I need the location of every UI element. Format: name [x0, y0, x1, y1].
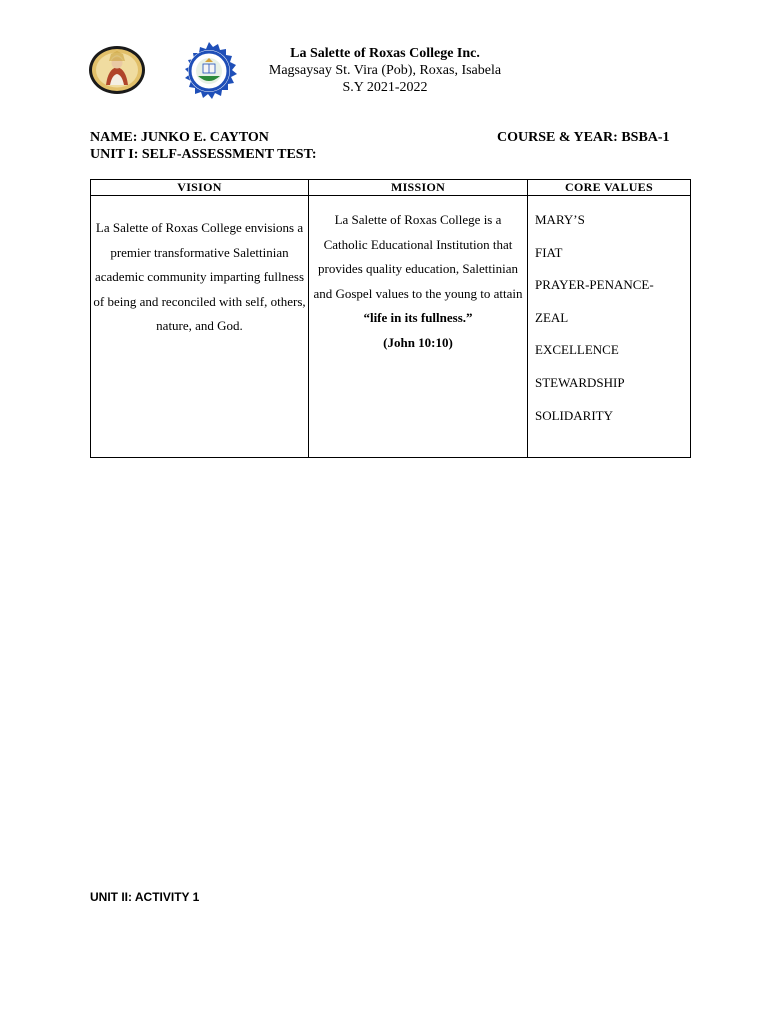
vision-text: La Salette of Roxas College envisions a premier transformative Salettinian academic community imparting fullness of being and reconciled with self, others, nature, and God.	[93, 220, 306, 333]
vision-mission-table	[90, 179, 691, 458]
vision-header: VISION	[91, 180, 309, 196]
school-address: Magsaysay St. Vira (Pob), Roxas, Isabela	[268, 63, 502, 78]
unit2-title: UNIT II: ACTIVITY 1	[90, 890, 200, 904]
table-header-row	[91, 180, 691, 196]
school-seal-logo	[180, 42, 238, 100]
list-item: FIAT	[535, 244, 563, 260]
table-row	[91, 196, 691, 458]
document-header	[240, 45, 530, 96]
mission-text: La Salette of Roxas College is a Catholic Educational Institution that provides quality education, Salettinian and Gospel values to the young to attain	[313, 212, 523, 301]
core-values-list	[528, 196, 690, 436]
course-year: COURSE & YEAR: BSBA-1	[497, 130, 670, 145]
mission-reference: (John 10:10)	[383, 334, 453, 350]
mission-cell	[309, 196, 528, 458]
school-portrait-logo	[88, 45, 146, 95]
vision-cell	[91, 196, 309, 458]
school-year: S.Y 2021-2022	[342, 80, 428, 95]
unit1-title: UNIT I: SELF-ASSESSMENT TEST:	[90, 147, 317, 162]
list-item: PRAYER-PENANCE-	[535, 277, 654, 293]
list-item: MARY’S	[535, 212, 585, 227]
list-item: SOLIDARITY	[535, 407, 613, 423]
list-item: EXCELLENCE	[535, 342, 619, 358]
core-values-header: CORE VALUES	[528, 180, 691, 196]
school-name: La Salette of Roxas College Inc.	[290, 46, 480, 61]
mission-text-block	[309, 196, 527, 355]
list-item: ZEAL	[535, 309, 569, 325]
mission-header: MISSION	[309, 180, 528, 196]
student-name: NAME: JUNKO E. CAYTON	[90, 130, 269, 145]
list-item: STEWARDSHIP	[535, 374, 625, 390]
core-values-cell	[528, 196, 691, 458]
mission-emphasis: “life in its fullness.”	[363, 310, 473, 325]
